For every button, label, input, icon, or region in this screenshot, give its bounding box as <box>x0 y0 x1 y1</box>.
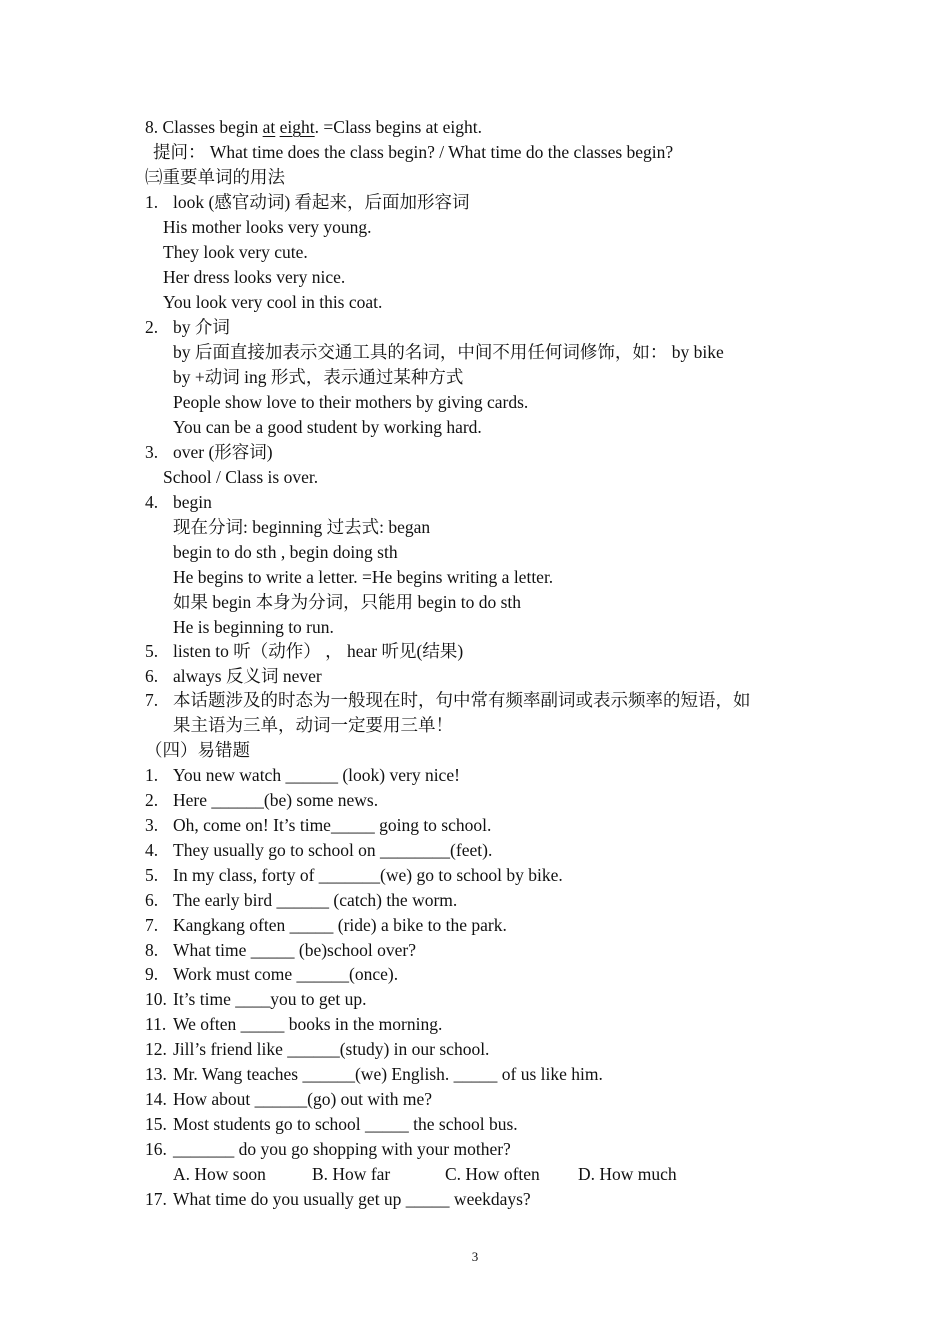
question-text: What time _____ (be)school over? <box>173 940 416 960</box>
example-line: You look very cool in this coat. <box>163 292 383 312</box>
example-line: You can be a good student by working hard. <box>173 417 482 437</box>
question-text: They usually go to school on ________(feet). <box>173 840 493 860</box>
error-question <box>145 864 563 886</box>
question-number: 13. <box>145 1064 167 1084</box>
error-question <box>145 814 491 836</box>
error-question <box>145 963 398 985</box>
example-line: He begins to write a letter. =He begins writing a letter. <box>173 567 554 587</box>
question-number: 11. <box>145 1014 167 1034</box>
question-line: 提问： What time does the class begin? / What time do the classes begin? <box>153 142 674 162</box>
question-number: 4. <box>145 840 159 860</box>
question-text: The early bird ______ (catch) the worm. <box>173 890 458 910</box>
word-2-head: 2. by 介词 <box>145 317 230 337</box>
question-number: 17. <box>145 1189 167 1209</box>
example-line: He is beginning to run. <box>173 617 334 637</box>
word-7-head: 7. 本话题涉及的时态为一般现在时，句中常有频率副词或表示频率的短语，如 <box>145 690 751 710</box>
question-number: 15. <box>145 1114 167 1134</box>
question-number: 8. <box>145 940 159 960</box>
error-question <box>145 1113 518 1135</box>
error-question <box>145 839 492 861</box>
question-number: 16. <box>145 1139 167 1159</box>
error-question <box>145 1088 432 1110</box>
error-question <box>145 914 507 936</box>
question-number: 14. <box>145 1089 167 1109</box>
word-7-cont: 果主语为三单，动词一定要用三单！ <box>173 715 453 735</box>
example-line: 如果 begin 本身为分词，只能用 begin to do sth <box>173 592 522 612</box>
word-5-head: 5. listen to 听（动作） ， hear 听见(结果) <box>145 641 464 661</box>
error-question <box>145 764 460 786</box>
word-4-head: 4. begin <box>145 492 212 512</box>
underlined-eight: eight <box>279 117 315 137</box>
error-question <box>145 889 457 911</box>
question-text: We often _____ books in the morning. <box>173 1014 443 1034</box>
page-number: 3 <box>471 1249 479 1264</box>
question-text: What time do you usually get up _____ weekdays? <box>173 1189 531 1209</box>
example-line: Her dress looks very nice. <box>163 267 346 287</box>
option-d: D. How much <box>578 1164 677 1184</box>
question-number: 6. <box>145 890 159 910</box>
question-number: 3. <box>145 815 159 835</box>
q16-options <box>173 1163 677 1185</box>
error-question <box>145 1013 442 1035</box>
question-text: How about ______(go) out with me? <box>173 1089 433 1109</box>
question-text: _______ do you go shopping with your mother? <box>173 1139 511 1159</box>
section-4-title: （四）易错题 <box>145 740 250 760</box>
error-question <box>145 939 416 961</box>
example-line: They look very cute. <box>163 242 308 262</box>
option-b: B. How far <box>312 1164 391 1184</box>
error-question <box>145 1063 603 1085</box>
example-line: 现在分词: beginning 过去式: began <box>173 517 431 537</box>
question-number: 12. <box>145 1039 167 1059</box>
question-text: You new watch ______ (look) very nice! <box>173 765 460 785</box>
question-text: Most students go to school _____ the school bus. <box>173 1114 518 1134</box>
question-number: 7. <box>145 915 159 935</box>
example-line: by +动词 ing 形式，表示通过某种方式 <box>173 367 464 387</box>
question-text: Oh, come on! It’s time_____ going to school. <box>173 815 492 835</box>
question-text: In my class, forty of _______(we) go to school by bike. <box>173 865 563 885</box>
question-text: It’s time ____you to get up. <box>173 989 367 1009</box>
example-line: by 后面直接加表示交通工具的名词，中间不用任何词修饰，如： by bike <box>173 342 724 362</box>
example-line: People show love to their mothers by giving cards. <box>173 392 529 412</box>
word-1-head: 1. look (感官动词) 看起来，后面加形容词 <box>145 192 470 212</box>
question-number: 1. <box>145 765 159 785</box>
error-question <box>145 1138 511 1160</box>
option-a: A. How soon <box>173 1164 266 1184</box>
error-question <box>145 789 378 811</box>
question-number: 5. <box>145 865 159 885</box>
word-3-head: 3. over (形容词) <box>145 442 273 462</box>
error-question <box>145 1188 531 1210</box>
example-line: School / Class is over. <box>163 467 319 487</box>
question-text: Here ______(be) some news. <box>173 790 379 810</box>
sentence-8: 8. Classes begin at eight. =Class begins at eight. <box>145 117 483 137</box>
question-text: Kangkang often _____ (ride) a bike to the park. <box>173 915 507 935</box>
example-line: begin to do sth , begin doing sth <box>173 542 398 562</box>
word-6-head: 6. always 反义词 never <box>145 666 322 686</box>
underlined-at: at <box>262 117 276 137</box>
question-text: Work must come ______(once). <box>173 964 399 984</box>
option-c: C. How often <box>445 1164 540 1184</box>
question-number: 10. <box>145 989 167 1009</box>
error-question <box>145 988 366 1010</box>
section-3-title: ㈢重要单词的用法 <box>145 167 285 187</box>
error-question <box>145 1038 489 1060</box>
question-text: Jill’s friend like ______(study) in our school. <box>173 1039 490 1059</box>
question-text: Mr. Wang teaches ______(we) English. _____ of us like him. <box>173 1064 603 1084</box>
question-number: 2. <box>145 790 159 810</box>
question-number: 9. <box>145 964 159 984</box>
example-line: His mother looks very young. <box>163 217 372 237</box>
